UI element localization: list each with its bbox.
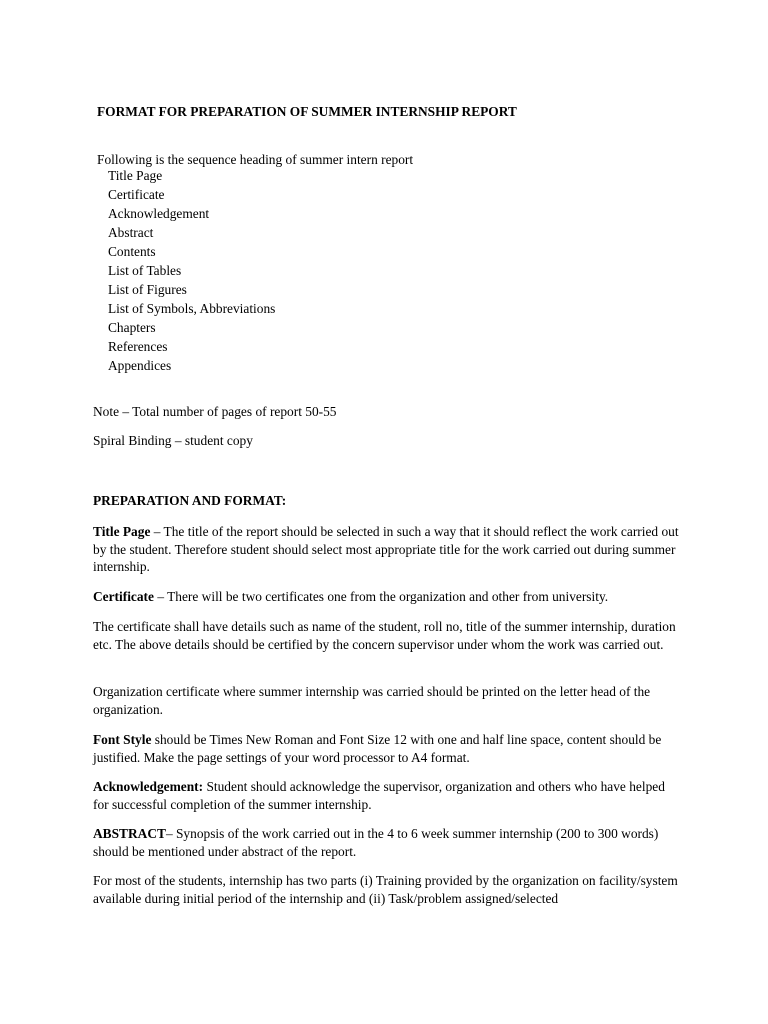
students-paragraph xyxy=(93,872,683,907)
sequence-item: List of Figures xyxy=(108,282,187,297)
paragraph-lead: ABSTRACT xyxy=(93,826,166,841)
sequence-item: Contents xyxy=(108,244,156,259)
abstract-paragraph xyxy=(93,825,683,860)
paragraph-text: – The title of the report should be selected in such a way that it should reflect the work carried out by the student. Therefore student should select most appropriate title for the work carried out during summer internship. xyxy=(93,524,679,575)
paragraph-text: should be Times New Roman and Font Size 12 with one and half line space, content should be justified. Make the page settings of your word processor to A4 format. xyxy=(93,732,662,765)
org-certificate-paragraph xyxy=(93,683,683,718)
sequence-item: Certificate xyxy=(108,187,165,202)
acknowledgement-paragraph xyxy=(93,778,683,813)
paragraph-text: – Synopsis of the work carried out in the 4 to 6 week summer internship (200 to 300 words) should be mentioned under abstract of the report. xyxy=(93,826,659,859)
paragraph-lead: Certificate xyxy=(93,589,154,604)
font-style-paragraph xyxy=(93,731,683,766)
paragraph-text: The certificate shall have details such as name of the student, roll no, title of the summer internship, duration etc. The above details should be certified by the concern supervisor under whom the work was carried out. xyxy=(93,619,676,652)
sequence-list xyxy=(108,168,275,377)
sequence-item: References xyxy=(108,339,168,354)
document-title: FORMAT FOR PREPARATION OF SUMMER INTERNSHIP REPORT xyxy=(97,104,517,119)
section-heading: PREPARATION AND FORMAT: xyxy=(93,493,287,508)
paragraph-lead: Title Page xyxy=(93,524,151,539)
sequence-item: Abstract xyxy=(108,225,154,240)
sequence-item: List of Tables xyxy=(108,263,182,278)
certificate-paragraph xyxy=(93,588,683,606)
sequence-item: Acknowledgement xyxy=(108,206,210,221)
paragraph-text: – There will be two certificates one from the organization and other from university. xyxy=(153,589,609,604)
binding-note: Spiral Binding – student copy xyxy=(93,433,253,448)
sequence-intro: Following is the sequence heading of summer intern report xyxy=(97,152,414,167)
sequence-item: List of Symbols, Abbreviations xyxy=(108,301,276,316)
paragraph-text: Student should acknowledge the supervisor, organization and others who have helped for successful completion of the summer internship. xyxy=(93,779,665,812)
paragraph-text: For most of the students, internship has two parts (i) Training provided by the organization on facility/system available during initial period of the internship and (ii) Task/problem assigned/selected xyxy=(93,873,678,906)
sequence-item: Title Page xyxy=(108,168,163,183)
certificate-details-paragraph xyxy=(93,618,683,653)
page-count-note: Note – Total number of pages of report 50-55 xyxy=(93,404,337,419)
paragraph-lead: Acknowledgement: xyxy=(93,779,204,794)
sequence-item: Appendices xyxy=(108,358,172,373)
paragraph-lead: Font Style xyxy=(93,732,152,747)
paragraph-text: Organization certificate where summer internship was carried should be printed on the letter head of the organization. xyxy=(93,684,651,717)
title-page-paragraph xyxy=(93,523,683,576)
sequence-item: Chapters xyxy=(108,320,156,335)
